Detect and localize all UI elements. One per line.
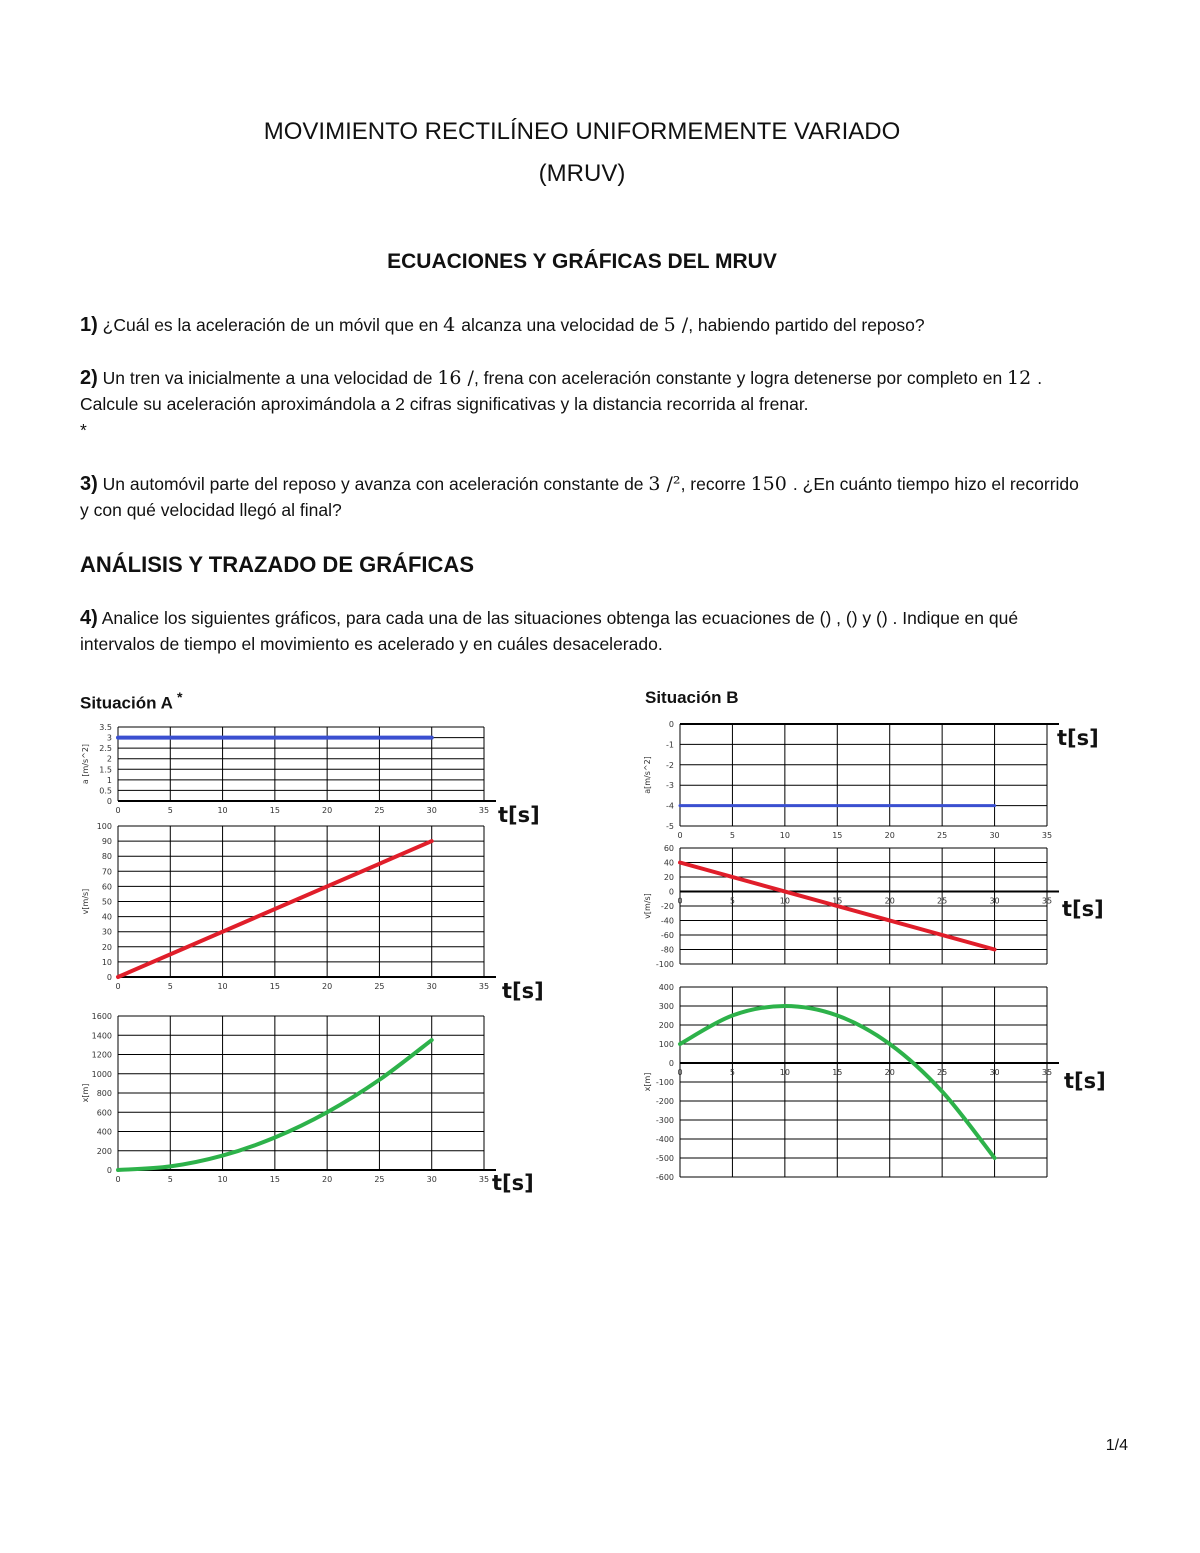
- y-axis-label: x[m]: [81, 1083, 90, 1103]
- y-tick-label: 2: [106, 754, 112, 764]
- math-value: 4: [443, 314, 462, 336]
- x-tick-label: 20: [322, 806, 333, 815]
- question-text: Un tren va inicialmente a una velocidad de: [97, 368, 438, 388]
- x-tick-label: 20: [884, 831, 895, 840]
- x-tick-label: 15: [269, 806, 280, 815]
- title-line-1: MOVIMIENTO RECTILÍNEO UNIFORMEMENTE VARIADO: [263, 118, 901, 145]
- y-tick-label: 40: [663, 858, 674, 868]
- y-tick-label: 80: [101, 852, 112, 862]
- t-axis-label: t[s]: [1064, 1069, 1106, 1093]
- question-text: alcanza una velocidad de: [461, 315, 664, 335]
- y-tick-label: 100: [96, 822, 112, 831]
- question-text: Analice los siguientes gráficos, para cada una de las situaciones obtenga las ecuaciones de () , () y () . Indique en qué intervalos de tiempo el movimiento es acelerado y en cuáles desacelerado.: [80, 608, 1019, 654]
- x-tick-label: 0: [115, 1175, 121, 1184]
- y-tick-label: 90: [101, 837, 112, 847]
- x-tick-label: 0: [677, 896, 683, 906]
- y-tick-label: 400: [658, 983, 674, 992]
- y-tick-label: -600: [655, 1173, 674, 1182]
- y-tick-label: -3: [666, 781, 674, 791]
- y-tick-label: 50: [101, 897, 112, 907]
- t-axis-label: t[s]: [498, 803, 540, 827]
- x-tick-label: 30: [989, 831, 1000, 840]
- x-tick-label: 35: [1041, 1068, 1053, 1077]
- y-tick-label: 70: [101, 867, 112, 877]
- y-tick-label: 60: [663, 844, 674, 853]
- y-tick-label: -500: [655, 1154, 674, 1163]
- x-tick-label: 15: [832, 896, 843, 906]
- y-axis-label: v[m/s]: [643, 893, 652, 919]
- x-tick-label: 0: [677, 1068, 683, 1077]
- x-tick-label: 10: [217, 1175, 228, 1184]
- x-tick-label: 10: [779, 896, 790, 906]
- y-tick-label: 1200: [91, 1050, 112, 1060]
- x-tick-label: 15: [832, 1068, 843, 1077]
- x-tick-label: 30: [426, 982, 437, 991]
- y-tick-label: 10: [101, 957, 112, 967]
- y-tick-label: 0: [106, 973, 112, 982]
- y-tick-label: -1: [666, 740, 674, 750]
- y-axis-label: a [m/s^2]: [81, 743, 90, 785]
- question-number: 4): [80, 607, 98, 629]
- y-tick-label: -40: [660, 916, 674, 926]
- math-value: 150: [750, 473, 793, 495]
- question-text: . Calcule su aceleración aproximándola a 2 cifras significativas y la distancia recorrida al frenar.: [80, 368, 1043, 414]
- x-tick-label: 0: [677, 831, 683, 840]
- x-tick-label: 5: [167, 1175, 173, 1184]
- x-tick-label: 5: [729, 831, 735, 840]
- x-tick-label: 35: [478, 982, 490, 991]
- x-tick-label: 0: [115, 806, 121, 815]
- y-axis-label: x[m]: [643, 1072, 652, 1092]
- y-tick-label: -5: [666, 822, 674, 831]
- y-tick-label: 300: [658, 1002, 674, 1011]
- y-tick-label: 40: [101, 912, 112, 922]
- y-tick-label: -400: [655, 1135, 674, 1144]
- x-tick-label: 10: [217, 982, 228, 991]
- math-value: 5 /: [663, 314, 689, 336]
- y-tick-label: 1.5: [99, 765, 112, 775]
- y-tick-label: 20: [663, 873, 674, 882]
- math-value: 12: [1007, 367, 1038, 389]
- y-tick-label: 30: [101, 927, 112, 937]
- y-axis-label: a[m/s^2]: [643, 756, 652, 794]
- y-tick-label: 400: [96, 1127, 112, 1137]
- y-tick-label: 1400: [91, 1031, 112, 1041]
- situation-a-text: Situación A: [80, 693, 173, 713]
- t-axis-label: t[s]: [492, 1171, 534, 1195]
- y-tick-label: 2.5: [99, 744, 112, 754]
- page-number: 1/4: [1105, 1437, 1128, 1454]
- y-tick-label: -2: [666, 760, 674, 770]
- y-tick-label: -300: [655, 1116, 674, 1125]
- subtitle: ECUACIONES Y GRÁFICAS DEL MRUV: [387, 250, 777, 273]
- y-tick-label: -100: [655, 1078, 674, 1087]
- x-tick-label: 5: [729, 896, 735, 906]
- x-tick-label: 35: [1041, 896, 1053, 906]
- y-tick-label: -20: [660, 902, 674, 911]
- question-number: 1): [80, 314, 98, 336]
- x-tick-label: 15: [832, 831, 843, 840]
- y-tick-label: 0: [668, 1059, 674, 1068]
- x-tick-label: 5: [729, 1068, 735, 1077]
- question-number: 2): [80, 367, 98, 389]
- y-tick-label: 60: [101, 882, 112, 892]
- section-heading: ANÁLISIS Y TRAZADO DE GRÁFICAS: [80, 552, 474, 577]
- question-text: , recorre: [680, 474, 751, 494]
- y-tick-label: 200: [96, 1146, 112, 1156]
- x-tick-label: 25: [937, 1068, 948, 1077]
- y-tick-label: -100: [655, 960, 674, 969]
- question-text: , habiendo partido del reposo?: [688, 315, 925, 335]
- y-tick-label: 0: [668, 887, 674, 897]
- x-tick-label: 25: [937, 831, 948, 840]
- x-tick-label: 5: [167, 806, 173, 815]
- question-number: 3): [80, 473, 98, 495]
- y-axis-label: v[m/s]: [81, 888, 90, 915]
- y-tick-label: 20: [101, 942, 112, 952]
- y-tick-label: 800: [96, 1089, 112, 1098]
- y-tick-label: 3: [106, 733, 112, 743]
- x-tick-label: 30: [426, 1175, 437, 1184]
- y-tick-label: 1000: [91, 1069, 112, 1079]
- x-tick-label: 10: [779, 1068, 790, 1077]
- y-tick-label: 0: [668, 720, 674, 729]
- title-line-2: (MRUV): [538, 160, 626, 187]
- y-tick-label: 1600: [91, 1012, 112, 1021]
- y-tick-label: 0: [106, 1166, 112, 1175]
- question-text: ¿Cuál es la aceleración de un móvil que en: [97, 315, 444, 335]
- situation-a-star: *: [176, 690, 183, 706]
- y-tick-label: 600: [96, 1108, 112, 1118]
- x-tick-label: 20: [322, 982, 333, 991]
- x-tick-label: 20: [884, 1068, 895, 1077]
- question-text: , frena con aceleración constante y logra detenerse por completo en: [473, 368, 1008, 388]
- t-axis-label: t[s]: [502, 979, 544, 1003]
- situation-b-label: Situación B: [645, 688, 739, 707]
- x-tick-label: 15: [269, 982, 280, 991]
- x-tick-label: 35: [1041, 831, 1053, 840]
- question-text: Un automóvil parte del reposo y avanza con aceleración constante de: [97, 474, 649, 494]
- question-star: *: [80, 420, 87, 440]
- y-tick-label: 1: [106, 775, 112, 785]
- y-tick-label: -4: [666, 801, 674, 811]
- y-tick-label: 3.5: [99, 723, 112, 732]
- x-tick-label: 20: [884, 896, 895, 906]
- y-tick-label: -80: [660, 945, 674, 955]
- x-tick-label: 35: [478, 1175, 490, 1184]
- y-tick-label: 100: [658, 1040, 674, 1049]
- x-tick-label: 25: [374, 806, 385, 815]
- x-tick-label: 10: [779, 831, 790, 840]
- y-tick-label: -200: [655, 1097, 674, 1106]
- math-value: 3 /²: [648, 473, 681, 495]
- x-tick-label: 30: [989, 1068, 1000, 1077]
- y-tick-label: 0: [106, 797, 112, 806]
- x-tick-label: 25: [374, 1175, 385, 1184]
- y-tick-label: -60: [660, 931, 674, 940]
- x-tick-label: 35: [478, 806, 490, 815]
- x-tick-label: 25: [374, 982, 385, 991]
- x-tick-label: 15: [269, 1175, 280, 1184]
- x-tick-label: 20: [322, 1175, 333, 1184]
- x-tick-label: 30: [989, 896, 1000, 906]
- math-value: 16 /: [437, 367, 474, 389]
- x-tick-label: 5: [167, 982, 173, 991]
- t-axis-label: t[s]: [1057, 726, 1099, 750]
- x-tick-label: 25: [937, 896, 948, 906]
- question-text: . ¿En cuánto tiempo hizo el recorrido y con qué velocidad llegó al final?: [80, 474, 1079, 520]
- x-tick-label: 10: [217, 806, 228, 815]
- x-tick-label: 0: [115, 982, 121, 991]
- y-tick-label: 0.5: [99, 786, 112, 796]
- t-axis-label: t[s]: [1062, 897, 1104, 921]
- x-tick-label: 30: [426, 806, 437, 815]
- y-tick-label: 200: [658, 1021, 674, 1030]
